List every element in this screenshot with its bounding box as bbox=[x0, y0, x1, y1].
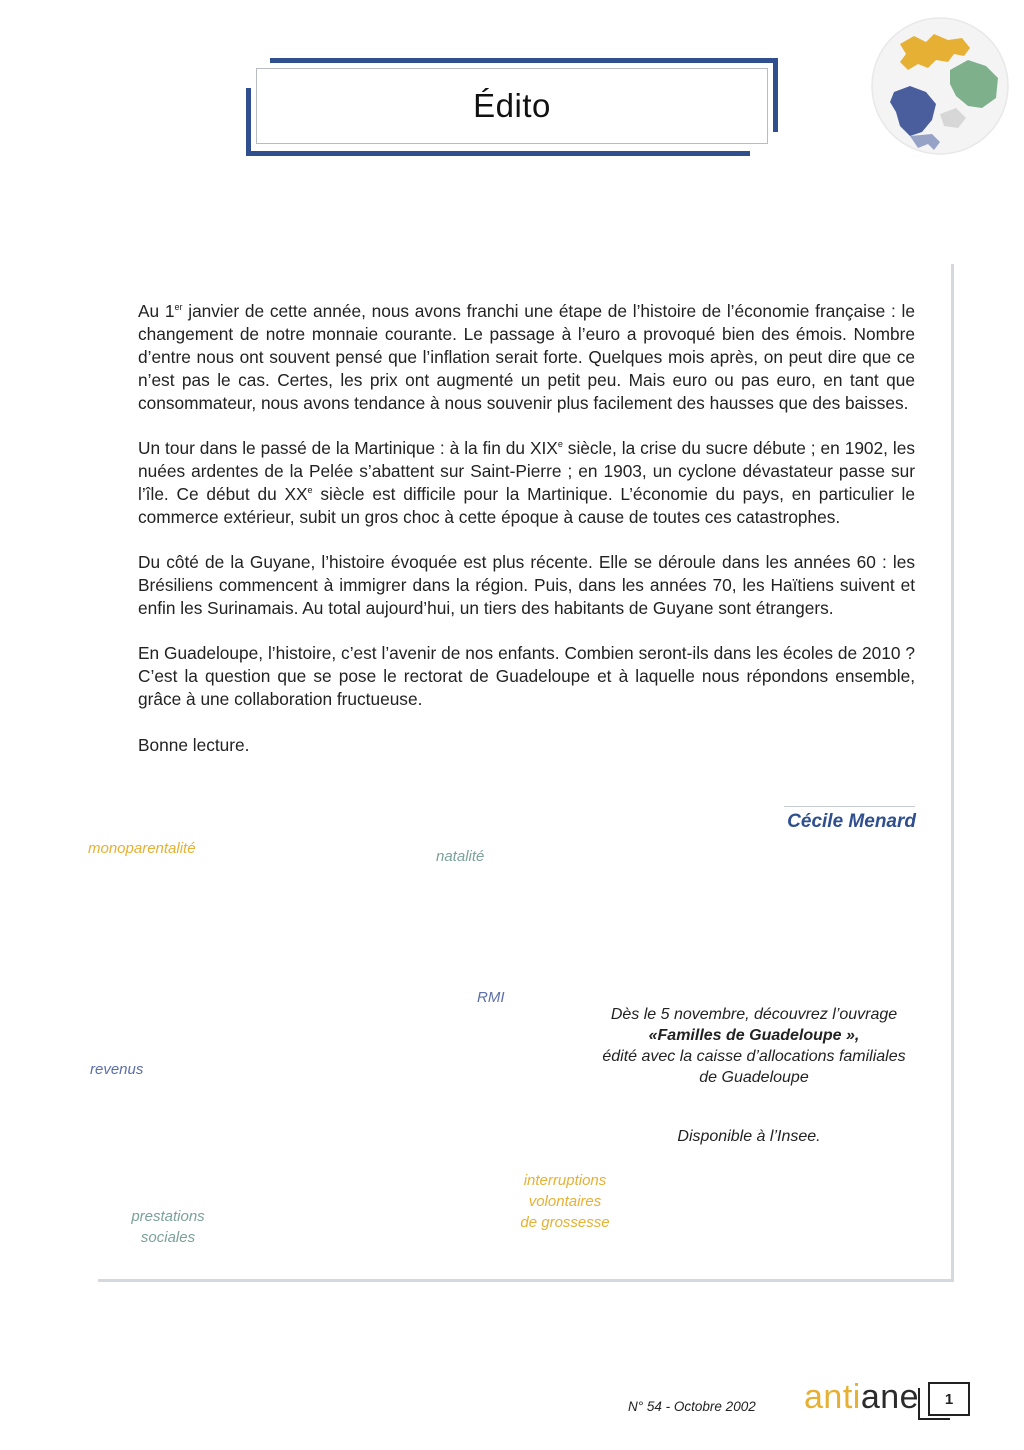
content-frame-bottom bbox=[98, 1279, 954, 1282]
keyword-revenus: revenus bbox=[90, 1061, 144, 1078]
page-number: 1 bbox=[928, 1382, 970, 1416]
signature-rule bbox=[784, 806, 915, 807]
title-frame-bottom-line bbox=[246, 151, 750, 156]
editorial-text bbox=[138, 300, 915, 779]
issue-number: N° 54 - Octobre 2002 bbox=[628, 1399, 756, 1414]
greeting: Bonne lecture. bbox=[138, 734, 250, 755]
paragraph-euro: Au 1er janvier de cette année, nous avons franchi une étape de l’histoire de l’économie française : le changement de notre monnaie courante. Le passage à l’euro a provoqué bien des émois. Nombre d’entre nous ont souvent pensé que l’inflation serait forte. Quelques mois après, on peut dire que ce n’est pas le cas. Certes, les prix ont augmenté un petit peu. Mais euro ou pas euro, en tant que consommateur, nous avons tendance à nous souvenir plus facilement des hausses que des baisses. bbox=[138, 301, 915, 413]
paragraph-guadeloupe: En Guadeloupe, l’histoire, c’est l’avenir de nos enfants. Combien seront-ils dans les écoles de 2010 ? C’est la question que se pose le rectorat de Guadeloupe et à laquelle nous répondons ensemble, grâce à une collaboration fructueuse. bbox=[138, 643, 915, 710]
brand-logo: antiane bbox=[804, 1378, 920, 1416]
paragraph-martinique: Un tour dans le passé de la Martinique : à la fin du XIXe siècle, la crise du sucre débute ; en 1902, les nuées ardentes de la Pelée s’abattent sur Saint-Pierre ; en 1903, un cyclone dévastateur passe sur l’île. Ce début du XXe siècle est difficile pour la Martinique. L’économie du pays, en particulier le commerce extérieur, subit un gros choc à cette époque à cause de toutes ces catastrophes. bbox=[138, 438, 915, 527]
book-promotion: Dès le 5 novembre, découvrez l’ouvrage «Familles de Guadeloupe », édité avec la caisse d’allocations familiales de Guadeloupe bbox=[574, 1004, 934, 1088]
keyword-prestations-sociales: prestations sociales bbox=[131, 1208, 205, 1246]
book-title: «Familles de Guadeloupe », bbox=[648, 1027, 860, 1044]
paragraph-guyane: Du côté de la Guyane, l’histoire évoquée est plus récente. Elle se déroule dans les années 60 : les Brésiliens commencent à immigrer dans la région. Puis, dans les années 70, les Haïtiens suivent et enfin les Surinamais. Au total aujourd’hui, un tiers des habitants de Guyane sont étrangers. bbox=[138, 552, 915, 618]
availability-note: Disponible à l’Insee. bbox=[677, 1128, 821, 1145]
title-frame-left-line bbox=[246, 88, 251, 154]
signature: Cécile Menard bbox=[787, 811, 916, 832]
title-frame-top-line bbox=[270, 58, 778, 63]
keyword-rmi: RMI bbox=[477, 989, 505, 1006]
content-frame-right bbox=[951, 264, 954, 1282]
antilles-guyane-map-logo bbox=[870, 16, 1010, 156]
keyword-ivg: interruptions volontaires de grossesse bbox=[520, 1172, 610, 1231]
keyword-monoparentalite: monoparentalité bbox=[88, 840, 196, 857]
title-frame-right-line bbox=[773, 58, 778, 132]
keyword-natalite: natalité bbox=[436, 848, 485, 865]
page-title: Édito bbox=[256, 68, 768, 144]
